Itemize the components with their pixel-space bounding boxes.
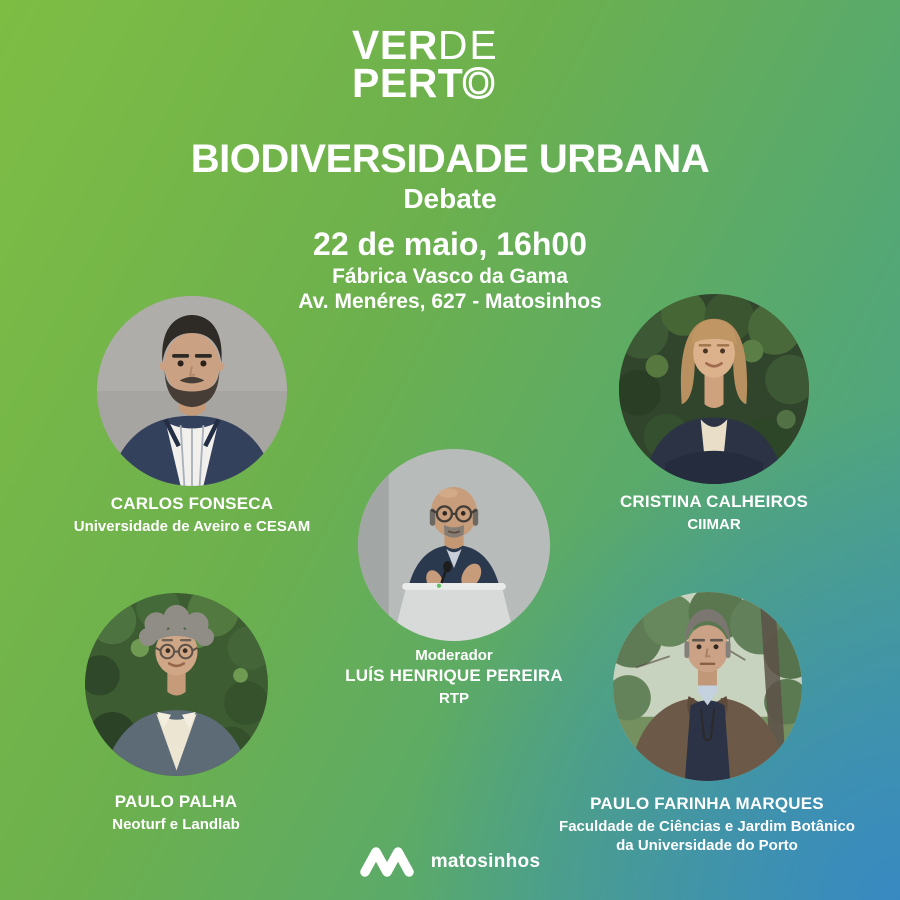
logo-outlined-o: O bbox=[462, 60, 496, 106]
speaker-affiliation: Faculdade de Ciências e Jardim Botânico da Universidade do Porto bbox=[559, 818, 855, 855]
matosinhos-logo-text: matosinhos bbox=[430, 851, 541, 872]
logo-line-1 bbox=[352, 22, 499, 68]
event-address: Av. Menéres, 627 - Matosinhos bbox=[298, 290, 602, 313]
event-venue: Fábrica Vasco da Gama bbox=[332, 265, 568, 288]
speaker-paulo-palha bbox=[16, 593, 336, 834]
speaker-affiliation: RTP bbox=[439, 690, 469, 707]
speaker-name: LUÍS HENRIQUE PEREIRA bbox=[345, 666, 563, 685]
event-subtitle: Debate bbox=[403, 183, 497, 214]
portrait-illustration-pfm bbox=[613, 592, 802, 781]
speaker-affiliation: Universidade de Aveiro e CESAM bbox=[73, 518, 311, 535]
speaker-role: Moderador bbox=[415, 647, 493, 664]
event-title: BIODIVERSIDADE URBANA bbox=[190, 137, 710, 181]
matosinhos-m-icon bbox=[360, 846, 418, 878]
speaker-photo-cristina-calheiros bbox=[619, 294, 809, 484]
speaker-name: CRISTINA CALHEIROS bbox=[619, 492, 809, 511]
portrait-illustration-carlos bbox=[97, 296, 287, 486]
logo-ver: VER bbox=[352, 22, 438, 68]
speaker-photo-paulo-farinha-marques bbox=[613, 592, 802, 781]
speaker-affiliation: Neoturf e Landlab bbox=[112, 816, 240, 833]
logo-de: DE bbox=[437, 22, 499, 68]
speaker-photo-carlos-fonseca bbox=[97, 296, 287, 486]
speaker-affiliation: CIIMAR bbox=[687, 516, 741, 533]
event-datetime: 22 de maio, 16h00 bbox=[313, 226, 587, 262]
logo-line-2 bbox=[352, 60, 499, 106]
speaker-name: PAULO FARINHA MARQUES bbox=[590, 794, 824, 813]
portrait-illustration-cristina bbox=[619, 294, 809, 484]
speaker-name: CARLOS FONSECA bbox=[110, 494, 274, 513]
verde-perto-logo bbox=[352, 22, 499, 106]
logo-pert: PERT bbox=[352, 60, 463, 106]
portrait-illustration-luis bbox=[358, 449, 550, 641]
matosinhos-logo bbox=[0, 846, 900, 878]
speaker-photo-paulo-palha bbox=[85, 593, 268, 776]
speaker-photo-luis-henrique-pereira bbox=[358, 449, 550, 641]
speaker-name: PAULO PALHA bbox=[114, 792, 238, 811]
speaker-paulo-farinha-marques bbox=[547, 592, 867, 855]
portrait-illustration-palha bbox=[85, 593, 268, 776]
